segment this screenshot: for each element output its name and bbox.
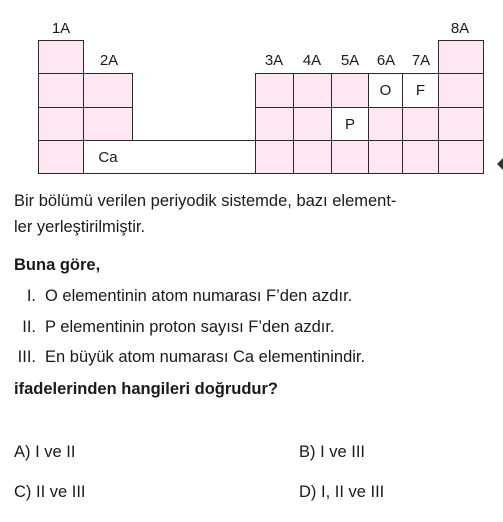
table-cell (293, 107, 332, 141)
group-label-1a: 1A (51, 20, 71, 37)
option-d[interactable]: D) I, II ve III (299, 483, 385, 501)
element-symbol-p: P (344, 115, 355, 133)
group-label-6a: 6A (376, 52, 396, 69)
element-symbol-o: O (379, 82, 392, 99)
question-intro-line-1: Bir bölümü verilen periyodik sistemde, bazı element- (14, 192, 397, 210)
element-cell-f (402, 73, 439, 108)
option-a[interactable]: A) I ve II (14, 443, 76, 461)
table-cell (83, 73, 133, 108)
table-cell (38, 140, 84, 174)
table-cell (255, 107, 294, 141)
table-cell (331, 140, 369, 174)
group-label-8a: 8A (450, 20, 470, 37)
statement-text: P elementinin proton sayısı F’den azdır. (45, 318, 335, 336)
element-cell-ca (83, 140, 133, 174)
table-cell (293, 73, 332, 108)
table-cell (368, 140, 403, 174)
table-cell (38, 107, 84, 141)
statement-number: II. (22, 318, 36, 336)
statement-text: O elementinin atom numarası F’den azdır. (45, 287, 353, 305)
statement-text: En büyük atom numarası Ca elementinindir. (45, 348, 366, 366)
group-label-2a: 2A (99, 52, 119, 69)
group-label-4a: 4A (302, 52, 322, 69)
edge-marker-icon (497, 158, 503, 170)
transition-gap (132, 140, 256, 174)
group-label-7a: 7A (411, 52, 431, 69)
table-cell (255, 73, 294, 108)
option-b[interactable]: B) I ve III (299, 443, 366, 461)
table-cell (438, 40, 484, 74)
table-cell (438, 107, 484, 141)
group-label-5a: 5A (340, 52, 360, 69)
option-c[interactable]: C) II ve III (14, 483, 86, 501)
table-cell (255, 140, 294, 174)
table-cell (438, 73, 484, 108)
table-cell (293, 140, 332, 174)
element-cell-p (331, 107, 369, 141)
question-intro-line-2: ler yerleştirilmiştir. (14, 218, 146, 236)
question-prompt: Buna göre, (14, 256, 101, 274)
element-symbol-f: F (415, 82, 426, 99)
table-cell (402, 107, 439, 141)
question-ask: ifadelerinden hangileri doğrudur? (14, 380, 279, 398)
element-symbol-ca: Ca (98, 148, 118, 166)
statement-number: I. (26, 287, 36, 305)
table-cell (438, 140, 484, 174)
table-cell (38, 73, 84, 108)
element-cell-o (368, 73, 403, 108)
statement-number: III. (17, 348, 36, 366)
table-cell (83, 107, 133, 141)
table-cell (368, 107, 403, 141)
group-label-3a: 3A (264, 52, 284, 69)
table-cell (402, 140, 439, 174)
table-cell (38, 40, 84, 74)
table-cell (331, 73, 369, 108)
